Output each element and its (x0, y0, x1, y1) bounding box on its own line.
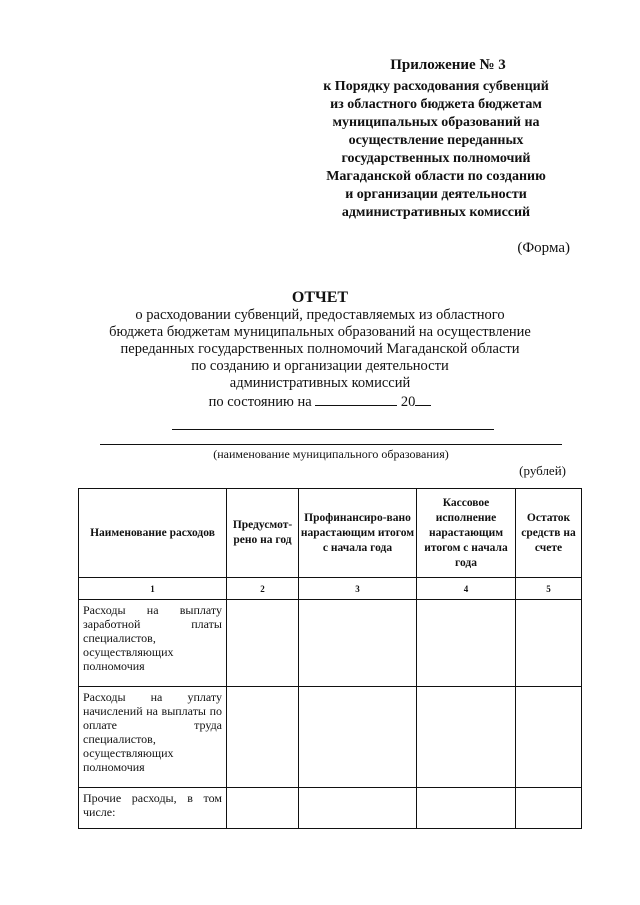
table-row (79, 788, 582, 829)
appendix-line: административных комиссий (341, 205, 531, 220)
column-header: Наименование расходов (79, 489, 227, 578)
expense-name: Расходы на уплату начислений на выплаты по оплате труда специалистов, осуществляющих полномочия (79, 687, 227, 788)
column-number: 5 (516, 578, 582, 600)
currency-label: (рублей) (519, 463, 566, 478)
appendix-line: из областного бюджета бюджетам (330, 97, 542, 112)
expense-name: Прочие расходы, в том числе: (79, 788, 227, 829)
column-header: Кассовое исполнение нарастающим итогом с начала года (417, 489, 516, 578)
report-date-year: 20 (400, 394, 416, 410)
appendix-line: государственных полномочий (341, 151, 531, 166)
date-blank[interactable] (315, 392, 397, 406)
appendix-block (300, 56, 572, 222)
column-number: 1 (79, 578, 227, 600)
value-cell[interactable] (299, 600, 417, 687)
column-header: Профинансиро-вано нарастающим итогом с начала года (299, 489, 417, 578)
year-blank[interactable] (415, 392, 431, 406)
report-subtitle-line: административных комиссий (229, 375, 411, 391)
appendix-line: муниципальных образований на (332, 115, 540, 130)
appendix-line: к Порядку расходования субвенций (323, 79, 549, 94)
value-cell[interactable] (516, 687, 582, 788)
form-label: (Форма) (517, 240, 570, 256)
value-cell[interactable] (417, 687, 516, 788)
report-date-prefix: по состоянию на (208, 394, 312, 410)
column-header: Предусмот-рено на год (227, 489, 299, 578)
report-subtitle-line: по созданию и организации деятельности (191, 358, 449, 374)
report-subtitle-line: бюджета бюджетам муниципальных образований на осуществление (109, 324, 531, 340)
value-cell[interactable] (516, 600, 582, 687)
value-cell[interactable] (516, 788, 582, 829)
report-date-row (90, 392, 550, 411)
report-subtitle-line: переданных государственных полномочий Магаданской области (120, 341, 520, 357)
value-cell[interactable] (299, 788, 417, 829)
appendix-line: и организации деятельности (345, 187, 527, 202)
value-cell[interactable] (417, 600, 516, 687)
value-cell[interactable] (227, 600, 299, 687)
report-heading: ОТЧЕТ (291, 289, 349, 306)
column-number-row (79, 578, 582, 600)
column-number: 2 (227, 578, 299, 600)
table-row (79, 687, 582, 788)
value-cell[interactable] (417, 788, 516, 829)
blank-line (172, 429, 494, 430)
appendix-line: Магаданской области по созданию (326, 169, 546, 184)
municipality-caption: (наименование муниципального образования) (213, 447, 449, 461)
table-row (79, 600, 582, 687)
table-header-row (79, 489, 582, 578)
expense-name: Расходы на выплату заработной платы специалистов, осуществляющих полномочия (79, 600, 227, 687)
column-header: Остаток средств на счете (516, 489, 582, 578)
report-title-block (90, 289, 550, 411)
report-subtitle-line: о расходовании субвенций, предоставляемых из областного (135, 307, 505, 323)
column-number: 3 (299, 578, 417, 600)
value-cell[interactable] (227, 788, 299, 829)
value-cell[interactable] (299, 687, 417, 788)
appendix-title: Приложение № 3 (390, 57, 506, 73)
expenses-table (78, 488, 582, 829)
column-number: 4 (417, 578, 516, 600)
value-cell[interactable] (227, 687, 299, 788)
appendix-line: осуществление переданных (348, 133, 524, 148)
municipality-name-line[interactable] (100, 444, 562, 445)
